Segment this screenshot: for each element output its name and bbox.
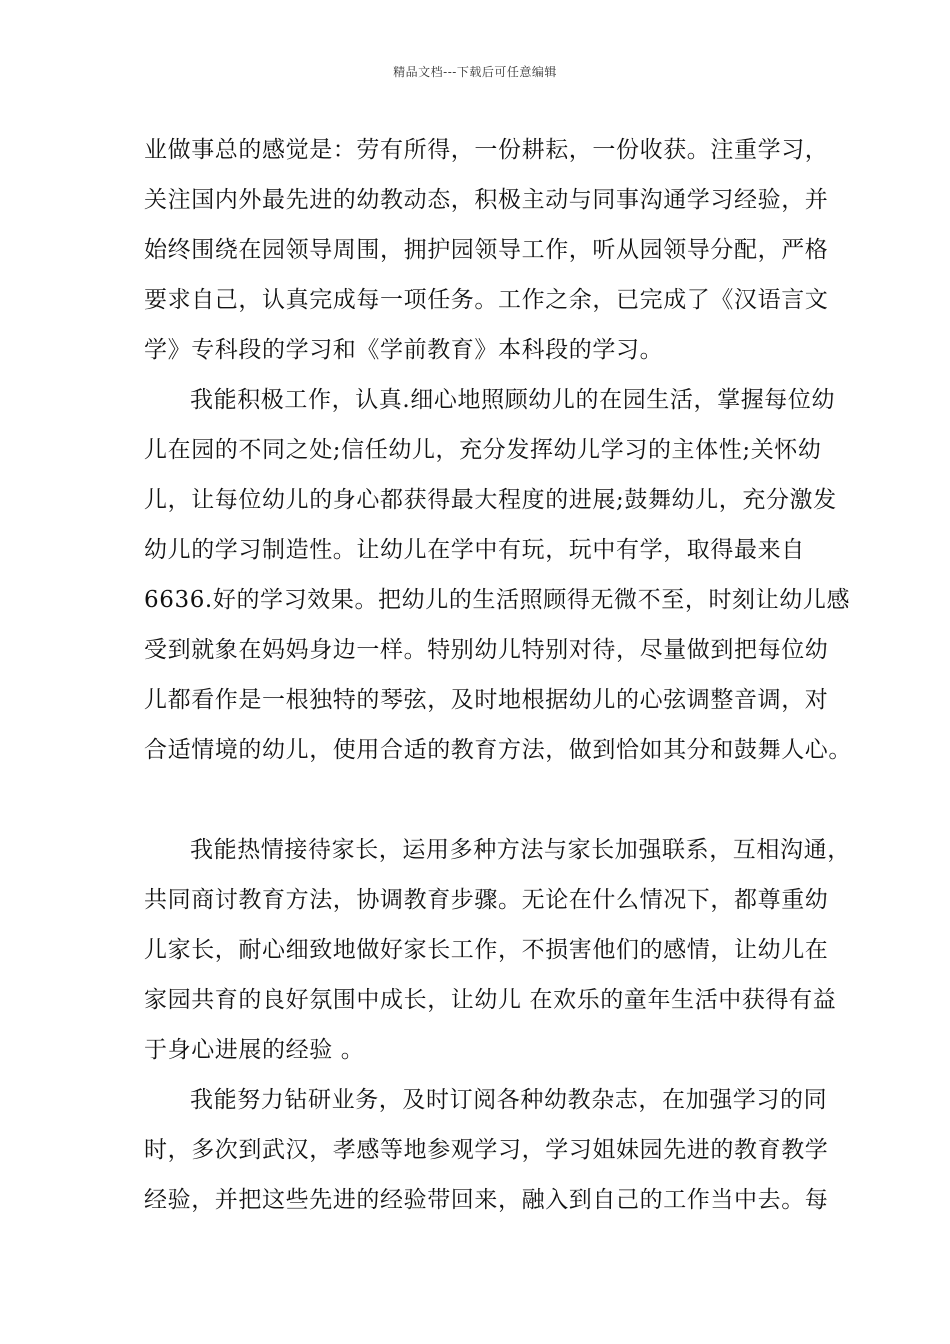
page-header: 精品文档---下载后可任意编辑 [393,65,557,79]
text-line: 要求自己，认真完成每一项任务。工作之余，已完成了《汉语言文 [144,287,829,313]
text-line: 我能努力钻研业务，及时订阅各种幼教杂志，在加强学习的同 [190,1087,828,1113]
text-line: 幼儿的学习制造性。让幼儿在学中有玩，玩中有学，取得最来自 [144,537,805,563]
text-line: 受到就象在妈妈身边一样。特别幼儿特别对待，尽量做到把每位幼 [144,637,829,663]
text-line: 学》专科段的学习和《学前教育》本科段的学习。 [144,337,664,363]
text-line: 时，多次到武汉，孝感等地参观学习，学习姐妹园先进的教育教学 [144,1137,829,1163]
text-line: 于身心进展的经验 。 [144,1037,365,1063]
text-line: 我能热情接待家长，运用多种方法与家长加强联系，互相沟通， [190,837,851,863]
text-line: 家园共育的良好氛围中成长，让幼儿 在欢乐的童年生活中获得有益 [144,987,837,1013]
text-line: 业做事总的感觉是：劳有所得，一份耕耘，一份收获。注重学习， [144,137,829,163]
text-line: 关注国内外最先进的幼教动态，积极主动与同事沟通学习经验，并 [144,187,829,213]
text-line: 儿，让每位幼儿的身心都获得最大程度的进展;鼓舞幼儿，充分激发 [144,487,837,513]
text-line: 共同商讨教育方法，协调教育步骤。无论在什么情况下，都尊重幼 [144,887,829,913]
text-line: 我能积极工作，认真.细心地照顾幼儿的在园生活，掌握每位幼 [190,387,836,413]
text-line: 儿在园的不同之处;信任幼儿，充分发挥幼儿学习的主体性;关怀幼 [144,437,822,463]
text-line: 经验，并把这些先进的经验带回来，融入到自己的工作当中去。每 [144,1187,829,1213]
text-line: 6636.好的学习效果。把幼儿的生活照顾得无微不至，时刻让幼儿感 [144,587,851,613]
text-line: 儿都看作是一根独特的琴弦，及时地根据幼儿的心弦调整音调，对 [144,687,829,713]
text-line: 儿家长，耐心细致地做好家长工作，不损害他们的感情，让幼儿在 [144,937,829,963]
text-line: 合适情境的幼儿，使用合适的教育方法，做到恰如其分和鼓舞人心。 [144,737,852,763]
text-line: 始终围绕在园领导周围，拥护园领导工作，听从园领导分配，严格 [144,237,829,263]
